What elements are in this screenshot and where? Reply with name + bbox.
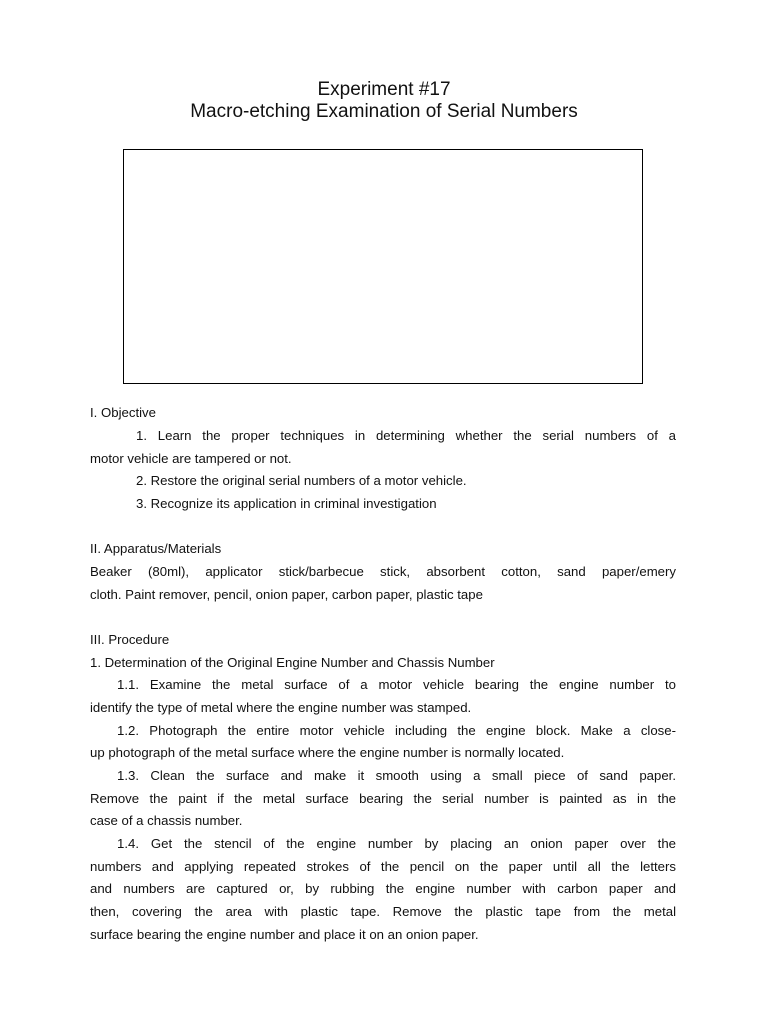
image-placeholder-box	[123, 149, 643, 384]
page-subtitle: Macro-etching Examination of Serial Numbers	[190, 101, 578, 122]
procedure-subheading: 1. Determination of the Original Engine Number and Chassis Number	[90, 655, 495, 670]
apparatus-line-2: cloth. Paint remover, pencil, onion paper, carbon paper, plastic tape	[90, 587, 483, 602]
step-1-4-line-5: surface bearing the engine number and place it on an onion paper.	[90, 927, 479, 942]
step-1-2-line-2: up photograph of the metal surface where the engine number is normally located.	[90, 745, 565, 760]
step-1-4-line-3: and numbers are captured or, by rubbing the engine number with carbon paper and	[90, 881, 676, 896]
objective-heading: I. Objective	[90, 405, 156, 420]
objective-item-2: 2. Restore the original serial numbers of a motor vehicle.	[136, 473, 467, 488]
step-1-4-line-4: then, covering the area with plastic tape. Remove the plastic tape from the metal	[90, 904, 676, 919]
step-1-2-line-1: 1.2. Photograph the entire motor vehicle including the engine block. Make a close-	[117, 723, 676, 738]
step-1-3-line-1: 1.3. Clean the surface and make it smooth using a small piece of sand paper.	[117, 768, 676, 783]
step-1-3-line-2: Remove the paint if the metal surface bearing the serial number is painted as in the	[90, 791, 676, 806]
step-1-1-line-1: 1.1. Examine the metal surface of a motor vehicle bearing the engine number to	[117, 677, 676, 692]
objective-item-3: 3. Recognize its application in criminal investigation	[136, 496, 437, 511]
objective-item-1-line-1: 1. Learn the proper techniques in determining whether the serial numbers of a	[136, 428, 676, 443]
objective-item-1-line-2: motor vehicle are tampered or not.	[90, 451, 292, 466]
page-title: Experiment #17	[317, 79, 451, 100]
step-1-4-line-2: numbers and applying repeated strokes of the pencil on the paper until all the letters	[90, 859, 676, 874]
apparatus-line-1: Beaker (80ml), applicator stick/barbecue stick, absorbent cotton, sand paper/emery	[90, 564, 676, 579]
apparatus-heading: II. Apparatus/Materials	[90, 541, 222, 556]
step-1-4-line-1: 1.4. Get the stencil of the engine number by placing an onion paper over the	[117, 836, 676, 851]
procedure-heading: III. Procedure	[90, 632, 170, 647]
step-1-3-line-3: case of a chassis number.	[90, 813, 243, 828]
step-1-1-line-2: identify the type of metal where the engine number was stamped.	[90, 700, 472, 715]
